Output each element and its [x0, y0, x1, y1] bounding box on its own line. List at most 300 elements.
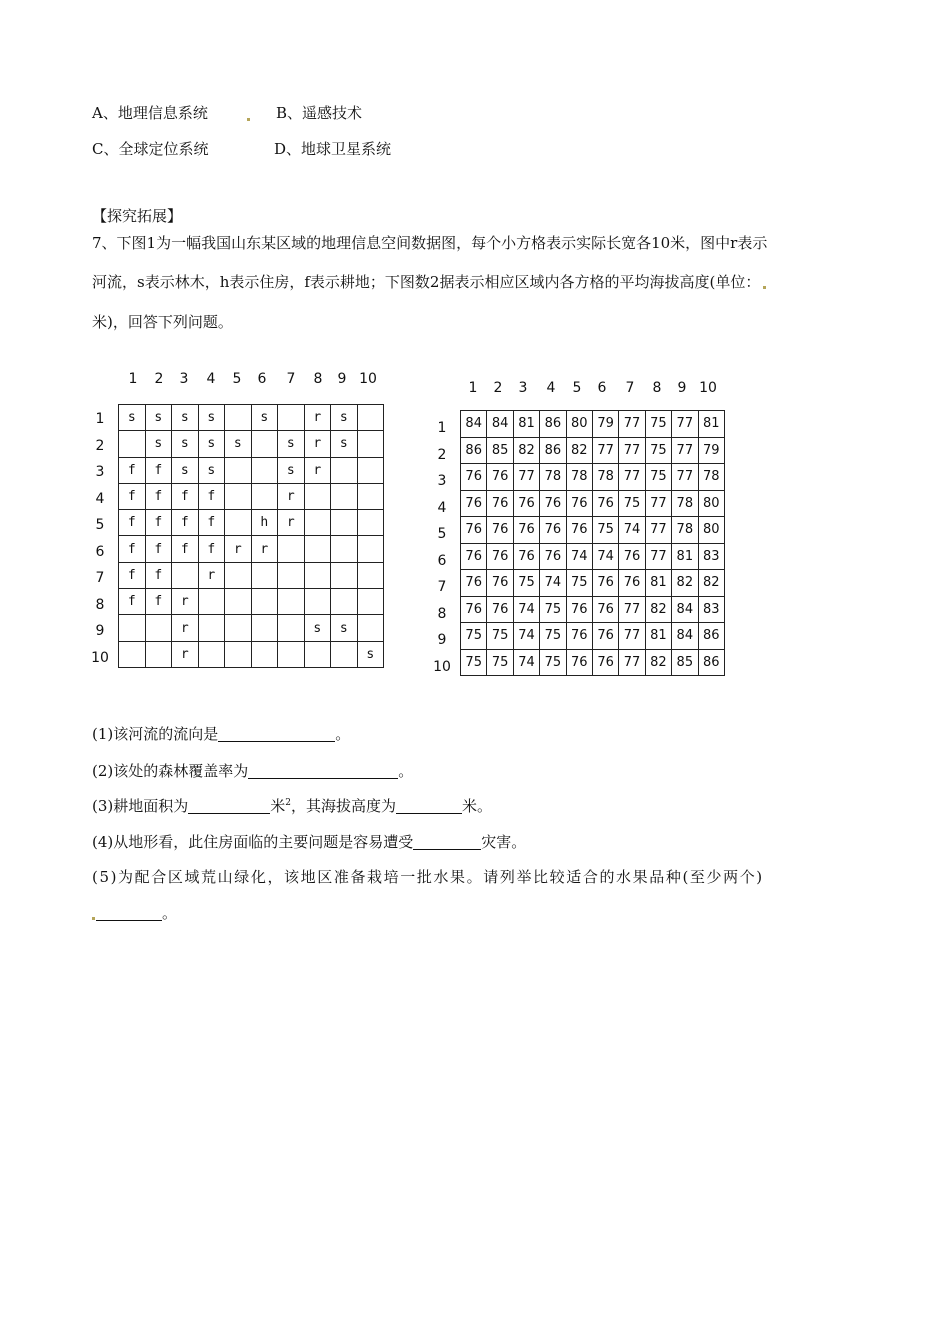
- grid-cell: 76: [487, 543, 513, 570]
- grid-cell: [357, 562, 384, 588]
- column-label: 1: [468, 380, 478, 396]
- subquestion-3-text: (3)耕地面积为: [92, 797, 189, 815]
- grid-cell: 77: [619, 411, 645, 438]
- column-label: 6: [597, 380, 607, 396]
- grid-cell: f: [145, 562, 172, 588]
- grid-cell: f: [119, 536, 146, 562]
- grid-row: [119, 615, 384, 641]
- column-label: 7: [625, 380, 635, 396]
- grid-cell: 74: [592, 543, 618, 570]
- row-label: 8: [95, 596, 105, 613]
- grid-cell: 75: [619, 490, 645, 517]
- subquestion-4-text: (4)从地形看，此住房面临的主要问题是容易遭受: [92, 833, 414, 851]
- grid-cell: 75: [461, 623, 487, 650]
- row-label: 6: [437, 552, 447, 569]
- grid-cell: 77: [592, 437, 618, 464]
- grid-row: [119, 562, 384, 588]
- answer-blank-1[interactable]: [218, 726, 335, 742]
- column-label: 5: [232, 371, 242, 387]
- question-text-2a: 河流，s表示林木，h表示住房，f表示耕地；下图数2据表示相应区域内: [92, 273, 560, 291]
- grid-cell: f: [198, 483, 225, 509]
- grid-cell: 74: [513, 649, 539, 676]
- grid-row: [119, 405, 384, 431]
- grid-cell: f: [119, 510, 146, 536]
- grid-cell: 77: [645, 490, 671, 517]
- grid-cell: [225, 615, 252, 641]
- grid-cell: 74: [513, 623, 539, 650]
- grid-row: [119, 641, 384, 667]
- grid-cell: f: [119, 562, 146, 588]
- section-title: 【探究拓展】: [92, 207, 183, 225]
- subquestion-3-unit: 米: [270, 797, 286, 815]
- row-label: 2: [437, 446, 447, 463]
- grid-cell: f: [145, 457, 172, 483]
- grid-cell: f: [172, 510, 199, 536]
- row-label: 9: [437, 632, 447, 648]
- grid-cell: 85: [487, 437, 513, 464]
- subquestion-3-text-2: ，其海拔高度为: [291, 797, 397, 815]
- grid-cell: 79: [698, 437, 724, 464]
- question-line-1: [92, 232, 767, 253]
- grid-cell: h: [251, 510, 278, 536]
- grid-cell: s: [331, 431, 358, 457]
- grid-cell: 79: [592, 411, 618, 438]
- grid-cell: [357, 457, 384, 483]
- subquestion-4-end: 灾害。: [481, 833, 527, 851]
- grid-row: [461, 596, 725, 623]
- grid-cell: r: [172, 641, 199, 667]
- grid-cell: 76: [461, 490, 487, 517]
- grid-cell: 78: [672, 490, 698, 517]
- grid-cell: 78: [698, 464, 724, 491]
- row-label: 8: [437, 605, 447, 622]
- grid-row: [461, 490, 725, 517]
- grid-cell: 77: [513, 464, 539, 491]
- option-b: B、遥感技术: [276, 104, 363, 122]
- answer-blank-2[interactable]: [248, 763, 398, 779]
- grid-cell: [251, 457, 278, 483]
- grid-cell: r: [198, 562, 225, 588]
- grid-cell: 77: [619, 623, 645, 650]
- grid-cell: 76: [461, 543, 487, 570]
- grid-cell: r: [251, 536, 278, 562]
- grid-cell: s: [172, 431, 199, 457]
- superscript-2: 2: [285, 798, 291, 808]
- grid-cell: [119, 641, 146, 667]
- option-c: C、全球定位系统: [92, 140, 209, 158]
- grid-row: [461, 649, 725, 676]
- row-label: 1: [95, 411, 105, 427]
- grid-cell: r: [172, 615, 199, 641]
- question-line-2: [92, 271, 769, 292]
- grid-cell: 81: [513, 411, 539, 438]
- grid-cell: [278, 589, 305, 615]
- grid-cell: [331, 510, 358, 536]
- subquestion-5-end: 。: [162, 904, 178, 922]
- grid-row: [119, 536, 384, 562]
- row-label: 5: [95, 517, 105, 533]
- grid-cell: [225, 405, 252, 431]
- grid-cell: 82: [698, 570, 724, 597]
- subquestion-3: [92, 795, 492, 816]
- subquestion-1-text: (1)该河流的流向是: [92, 725, 219, 743]
- grid-cell: [357, 536, 384, 562]
- grid-cell: s: [172, 457, 199, 483]
- grid-cell: [357, 589, 384, 615]
- grid-cell: 84: [487, 411, 513, 438]
- grid-cell: r: [225, 536, 252, 562]
- grid-cell: f: [145, 536, 172, 562]
- row-label: 5: [437, 526, 447, 542]
- grid-cell: 86: [540, 411, 566, 438]
- column-label: 1: [128, 371, 138, 387]
- grid-row: [461, 570, 725, 597]
- subquestion-3-end: 米。: [462, 797, 493, 815]
- question-line-3: 米)，回答下列问题。: [92, 313, 233, 331]
- option-d: D、地球卫星系统: [274, 140, 392, 158]
- grid-cell: 75: [645, 437, 671, 464]
- grid-cell: s: [278, 431, 305, 457]
- grid-cell: 75: [513, 570, 539, 597]
- column-label: 10: [359, 371, 377, 387]
- grid-cell: 85: [672, 649, 698, 676]
- grid-cell: [251, 431, 278, 457]
- grid-row: [461, 437, 725, 464]
- grid-cell: [357, 431, 384, 457]
- grid-cell: s: [198, 457, 225, 483]
- grid-cell: [278, 562, 305, 588]
- answer-blank-3b[interactable]: [396, 798, 462, 814]
- grid-cell: [145, 615, 172, 641]
- row-label: 6: [95, 543, 105, 560]
- grid-row: [119, 457, 384, 483]
- option-a: A、地理信息系统: [92, 104, 208, 122]
- grid-cell: 76: [487, 570, 513, 597]
- answer-blank-4[interactable]: [413, 834, 481, 850]
- grid-cell: 74: [566, 543, 592, 570]
- answer-blank-5[interactable]: [96, 905, 162, 921]
- grid-cell: 76: [619, 543, 645, 570]
- subquestion-5: (5)为配合区域荒山绿化，该地区准备栽培一批水果。请列举比较适合的水果品种(至少两个): [92, 868, 764, 886]
- grid-cell: [225, 457, 252, 483]
- grid-cell: [278, 641, 305, 667]
- grid-cell: 76: [592, 596, 618, 623]
- grid-row: [119, 589, 384, 615]
- column-label: 4: [546, 380, 556, 396]
- grid-cell: [172, 562, 199, 588]
- grid-cell: 84: [461, 411, 487, 438]
- grid-cell: 74: [619, 517, 645, 544]
- grid-row: [461, 623, 725, 650]
- column-label: 4: [206, 371, 216, 387]
- land-use-grid: [118, 404, 384, 668]
- grid-cell: 82: [645, 596, 671, 623]
- grid-cell: 81: [698, 411, 724, 438]
- grid-cell: 82: [566, 437, 592, 464]
- row-label: 3: [437, 473, 447, 489]
- grid-cell: 76: [592, 490, 618, 517]
- grid-cell: 86: [540, 437, 566, 464]
- grid-cell: 75: [540, 649, 566, 676]
- grid-cell: [357, 405, 384, 431]
- grid-cell: [357, 615, 384, 641]
- grid-cell: 76: [487, 596, 513, 623]
- grid-cell: 75: [566, 570, 592, 597]
- grid-cell: s: [145, 405, 172, 431]
- grid-cell: 75: [645, 464, 671, 491]
- grid-cell: f: [119, 457, 146, 483]
- grid-cell: 76: [461, 596, 487, 623]
- question-number: 7: [92, 234, 102, 252]
- grid-cell: 76: [566, 623, 592, 650]
- grid-cell: 76: [566, 490, 592, 517]
- grid-cell: [278, 615, 305, 641]
- grid-cell: 82: [672, 570, 698, 597]
- elevation-grid: [460, 410, 725, 676]
- grid-cell: 77: [672, 411, 698, 438]
- grid-cell: 76: [513, 490, 539, 517]
- grid-cell: [225, 589, 252, 615]
- grid-cell: r: [278, 510, 305, 536]
- grid-cell: f: [198, 510, 225, 536]
- grid-cell: 81: [645, 570, 671, 597]
- row-label: 2: [95, 437, 105, 454]
- row-label: 4: [437, 499, 447, 516]
- grid-cell: 77: [619, 464, 645, 491]
- grid-cell: f: [145, 483, 172, 509]
- grid-cell: s: [145, 431, 172, 457]
- grid-cell: [331, 483, 358, 509]
- column-label: 6: [257, 371, 267, 387]
- column-label: 10: [699, 380, 717, 396]
- grid-cell: s: [198, 405, 225, 431]
- grid-cell: [119, 615, 146, 641]
- grid-cell: [198, 641, 225, 667]
- decorative-dot: [763, 286, 766, 289]
- grid-cell: 75: [487, 623, 513, 650]
- grid-row: [119, 431, 384, 457]
- grid-cell: f: [198, 536, 225, 562]
- grid-cell: 77: [619, 596, 645, 623]
- grid-row: [119, 483, 384, 509]
- grid-cell: [251, 641, 278, 667]
- grid-cell: 76: [461, 464, 487, 491]
- grid-cell: s: [172, 405, 199, 431]
- grid-cell: 83: [698, 543, 724, 570]
- grid-cell: 76: [513, 543, 539, 570]
- grid-cell: 78: [566, 464, 592, 491]
- column-label: 8: [652, 380, 662, 396]
- question-text-2b: 各方格的平均海拔高度(单位：: [559, 273, 761, 291]
- row-label: 9: [95, 623, 105, 639]
- grid-cell: 76: [566, 649, 592, 676]
- grid-cell: [225, 562, 252, 588]
- grid-cell: 86: [461, 437, 487, 464]
- grid-cell: 76: [566, 596, 592, 623]
- grid-cell: [145, 641, 172, 667]
- answer-blank-3a[interactable]: [188, 798, 270, 814]
- grid-cell: [278, 405, 305, 431]
- grid-cell: f: [119, 589, 146, 615]
- grid-cell: [251, 483, 278, 509]
- column-label: 2: [154, 371, 164, 387]
- grid-cell: 74: [513, 596, 539, 623]
- grid-cell: 78: [672, 517, 698, 544]
- grid-cell: s: [251, 405, 278, 431]
- grid-cell: [331, 536, 358, 562]
- grid-cell: r: [304, 405, 331, 431]
- grid-cell: [304, 589, 331, 615]
- grid-cell: [304, 562, 331, 588]
- grid-cell: 76: [540, 543, 566, 570]
- decorative-dot: [92, 917, 95, 920]
- grid-cell: 76: [566, 517, 592, 544]
- grid-cell: 75: [592, 517, 618, 544]
- grid-cell: 76: [461, 517, 487, 544]
- grid-cell: 83: [698, 596, 724, 623]
- column-label: 2: [493, 380, 503, 396]
- grid-cell: 75: [540, 596, 566, 623]
- grid-cell: 77: [672, 464, 698, 491]
- column-label: 9: [337, 371, 347, 387]
- subquestion-2: [92, 760, 413, 781]
- grid-cell: 77: [619, 437, 645, 464]
- grid-cell: [278, 536, 305, 562]
- subquestion-5-answer: [92, 902, 177, 923]
- grid-row: [461, 411, 725, 438]
- grid-cell: [225, 641, 252, 667]
- grid-cell: 84: [672, 623, 698, 650]
- grid-row: [461, 543, 725, 570]
- grid-row: [119, 510, 384, 536]
- grid-cell: 76: [592, 623, 618, 650]
- column-label: 5: [572, 380, 582, 396]
- grid-cell: 76: [540, 490, 566, 517]
- grid-cell: 76: [592, 649, 618, 676]
- grid-cell: 81: [645, 623, 671, 650]
- grid-cell: [331, 641, 358, 667]
- grid-cell: f: [145, 589, 172, 615]
- grid-cell: s: [278, 457, 305, 483]
- grid-cell: 81: [672, 543, 698, 570]
- grid-cell: 77: [645, 543, 671, 570]
- grid-cell: r: [304, 431, 331, 457]
- grid-cell: f: [119, 483, 146, 509]
- grid-cell: 82: [513, 437, 539, 464]
- grid-cell: 75: [540, 623, 566, 650]
- grid-row: [461, 517, 725, 544]
- subquestion-1-end: 。: [335, 725, 351, 743]
- grid-cell: 82: [645, 649, 671, 676]
- grid-cell: 76: [487, 517, 513, 544]
- row-label: 1: [437, 420, 447, 436]
- grid-cell: r: [278, 483, 305, 509]
- column-label: 9: [677, 380, 687, 396]
- grid-cell: 80: [566, 411, 592, 438]
- grid-cell: [304, 536, 331, 562]
- grid-cell: 78: [592, 464, 618, 491]
- row-label: 10: [91, 649, 109, 666]
- grid-cell: 77: [619, 649, 645, 676]
- column-label: 3: [179, 371, 189, 387]
- decorative-dot: [247, 118, 250, 121]
- question-text-1: 、下图1为一幅我国山东某区域的地理信息空间数据图，每个小方格表示实际长宽各10米，图中r表示: [101, 234, 768, 252]
- grid-cell: 86: [698, 649, 724, 676]
- grid-cell: [251, 615, 278, 641]
- grid-cell: 76: [619, 570, 645, 597]
- grid-cell: 76: [487, 490, 513, 517]
- grid-cell: 76: [592, 570, 618, 597]
- column-label: 3: [518, 380, 528, 396]
- grid-cell: s: [225, 431, 252, 457]
- grid-cell: f: [172, 536, 199, 562]
- grid-cell: [225, 510, 252, 536]
- grid-cell: 78: [540, 464, 566, 491]
- grid-cell: s: [357, 641, 384, 667]
- row-label: 4: [95, 490, 105, 507]
- grid-cell: s: [331, 615, 358, 641]
- row-label: 10: [433, 658, 451, 675]
- grid-cell: 76: [513, 517, 539, 544]
- grid-cell: [331, 589, 358, 615]
- grid-cell: 75: [645, 411, 671, 438]
- row-label: 7: [95, 570, 105, 586]
- grid-cell: 80: [698, 517, 724, 544]
- grid-cell: 84: [672, 596, 698, 623]
- grid-cell: f: [145, 510, 172, 536]
- grid-cell: [304, 483, 331, 509]
- grid-row: [461, 464, 725, 491]
- grid-cell: [304, 641, 331, 667]
- subquestion-4: [92, 831, 526, 852]
- grid-cell: [119, 431, 146, 457]
- grid-cell: r: [172, 589, 199, 615]
- row-label: 7: [437, 579, 447, 595]
- grid-cell: 86: [698, 623, 724, 650]
- column-label: 7: [286, 371, 296, 387]
- column-label: 8: [313, 371, 323, 387]
- subquestion-1: [92, 723, 350, 744]
- subquestion-2-text: (2)该处的森林覆盖率为: [92, 762, 249, 780]
- grid-cell: s: [119, 405, 146, 431]
- subquestion-2-end: 。: [398, 762, 414, 780]
- grid-cell: [251, 589, 278, 615]
- grid-cell: s: [304, 615, 331, 641]
- grid-cell: 76: [540, 517, 566, 544]
- grid-cell: 74: [540, 570, 566, 597]
- grid-cell: [251, 562, 278, 588]
- grid-cell: 77: [672, 437, 698, 464]
- grid-cell: [331, 562, 358, 588]
- grid-cell: [225, 483, 252, 509]
- grid-cell: 75: [487, 649, 513, 676]
- grid-cell: [357, 510, 384, 536]
- grid-cell: f: [172, 483, 199, 509]
- grid-cell: 75: [461, 649, 487, 676]
- grid-cell: r: [304, 457, 331, 483]
- grid-cell: [198, 589, 225, 615]
- grid-cell: 76: [461, 570, 487, 597]
- grid-cell: [357, 483, 384, 509]
- grid-cell: [331, 457, 358, 483]
- grid-cell: s: [198, 431, 225, 457]
- grid-cell: 80: [698, 490, 724, 517]
- grid-cell: [304, 510, 331, 536]
- grid-cell: 76: [487, 464, 513, 491]
- grid-cell: s: [331, 405, 358, 431]
- row-label: 3: [95, 464, 105, 480]
- grid-cell: [198, 615, 225, 641]
